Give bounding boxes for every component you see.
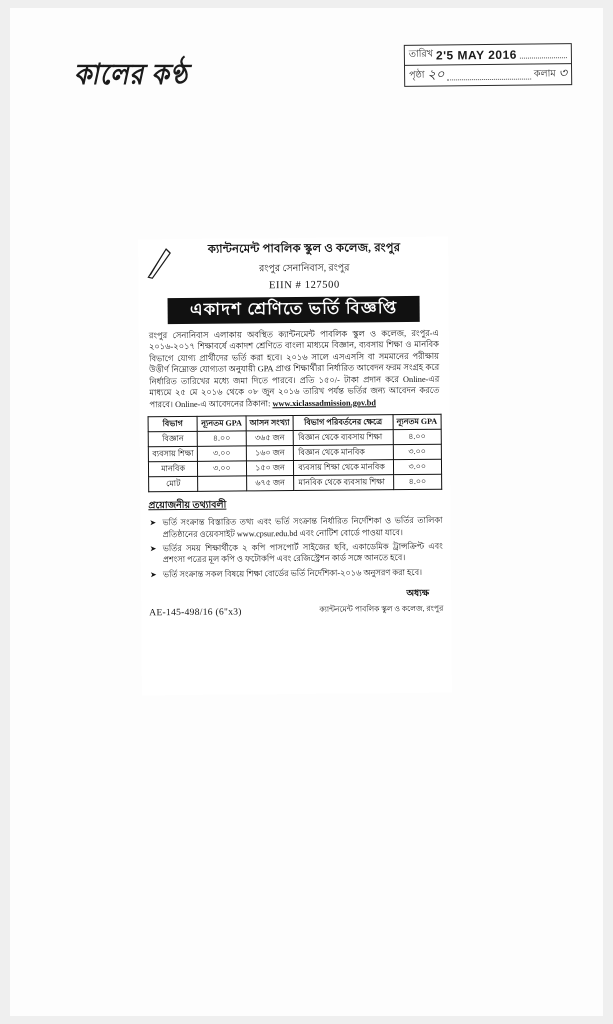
stamp-page-value: ২০ [427,65,445,82]
cell-2-0: মানবিক [148,461,197,476]
cell-0-4: ৪.০০ [393,429,442,444]
list-item [149,541,443,566]
arrow-bullet-icon: ➤ [149,544,157,554]
notes-list [148,515,443,581]
cell-2-2: ১৫০ জন [246,461,294,476]
cell-3-3: মানবিক থেকে ব্যবসায় শিক্ষা [294,475,393,491]
stamp-page-label: পৃষ্ঠা [409,70,425,81]
page-edge-left [0,0,10,1024]
cell-2-3: ব্যবসায় শিক্ষা থেকে মানবিক [294,460,393,476]
ad-reference-code: AE-145-498/16 (6"x3) [149,607,242,619]
stamp-column-value: ৩ [558,64,568,80]
cell-3-4: ৪.০০ [393,474,442,489]
col-header-3: বিভাগ পরিবর্তনের ক্ষেত্রে [293,415,392,431]
col-header-4: ন্যূনতম GPA [393,414,442,429]
stamp-dotted-rule [520,49,567,58]
cell-1-0: ব্যবসায় শিক্ষা [148,446,197,461]
cell-0-1: ৪.০০ [197,431,246,446]
stamp-dotted-rule-2 [447,70,531,80]
list-item [149,515,443,540]
stamp-date-label: তারিখ [408,49,434,60]
newspaper-masthead [74,52,224,92]
cell-3-0: মোট [149,476,198,491]
ad-body-paragraph: রংপুর সেনানিবাস এলাকায় অবস্থিত ক্যান্টনমেন্ট পাবলিক স্কুল ও কলেজ, রংপুর-এ ২০১৬-২০১৭ শিক্ষাবর্ষে একাদশ শ্রেণিতে বাংলা মাধ্যমে বিজ্ঞান, ব্যবসায় শিক্ষা ও মানবিক বিভাগে যোগ্য প্রার্থীদের ভর্তি করা হবে। ২০১৬ সালে এসএসসি বা সমমানের পরীক্ষায় উত্তীর্ণ নিম্নোক্ত যোগ্যতা অনুযায়ী GPA প্রাপ্ত শিক্ষার্থীরা নির্ধারিত আবেদন ফরম সংগ্রহ করে নির্ধারিত তারিখের মধ্যে জমা দিতে পারবে। প্রতি ১৫০/- টাকা প্রদান করে Online-এর মাধ্যমে ২৫ মে ২০১৬ থেকে ০৮ জুন ২০১৬ তারিখ পর্যন্ত ভর্তির জন্য আবেদন করতে পারবে। Online-এ আবেদনের ঠিকানা: [148,328,440,409]
ad-banner-title: একাদশ শ্রেণিতে ভর্তি বিজ্ঞপ্তি [168,296,420,324]
seat-distribution-table [148,414,443,493]
stamp-date-value: 2'5 MAY 2016 [435,47,517,63]
notes-section-title: প্রয়োজনীয় তথ্যাবলী [148,500,227,512]
note-text: ভর্তি সংক্রান্ত বিস্তারিত তথ্য এবং ভর্তি সংক্রান্ত নির্ধারিত নির্দেশিকা ও ভর্তির তালিকা প্রতিষ্ঠানের ওয়েবসাইট www.cpsur.edu.bd এবং নোটিশ বোর্ডে পাওয়া যাবে। [162,515,443,539]
note-text: ভর্তির সময় শিক্ষার্থীকে ২ কপি পাসপোর্ট সাইজের ছবি, একাডেমিক ট্রান্সক্রিপ্ট এবং প্রশংসা পত্রের মূল কপি ও ফটোকপি এবং রেজিস্ট্রেশন কার্ড সঙ্গে আনতে হবে। [162,541,443,565]
arrow-bullet-icon: ➤ [149,518,157,528]
arrow-bullet-icon: ➤ [149,570,157,580]
ad-footer [149,603,443,619]
cell-3-1 [198,476,247,491]
stamp-page-row [405,64,571,86]
stamp-column-label: কলাম [533,68,556,80]
cell-0-2: ৩৬৫ জন [246,431,294,446]
cell-1-2: ১৬০ জন [246,446,294,461]
page-edge-top [0,0,613,8]
cell-0-0: বিজ্ঞান [148,431,197,446]
list-item [149,567,443,581]
masthead-title: কালের কণ্ঠ [74,60,189,92]
pen-nib-icon [146,245,172,279]
col-header-1: ন্যূনতম GPA [197,416,246,431]
cell-1-3: বিজ্ঞান থেকে মানবিক [294,445,393,461]
footer-school-name: ক্যান্টনমেন্ট পাবলিক স্কুল ও কলেজ, রংপুর [319,604,444,615]
cell-1-1: ৩.০০ [198,446,247,461]
online-application-website[interactable]: www.xiclassadmission.gov.bd [272,397,377,408]
advertiser-header [168,239,440,292]
cell-3-2: ৬৭৫ জন [246,476,294,491]
cell-2-4: ৩.০০ [393,459,442,474]
school-address: রংপুর সেনানিবাস, রংপুর [259,263,350,275]
admission-advertisement [138,237,452,696]
cell-1-4: ৩.০০ [393,444,442,459]
col-header-2: আসন সংখ্যা [246,416,294,431]
stamp-date-row [405,44,571,66]
date-stamp-box [404,43,572,87]
cell-2-1: ৩.০০ [198,461,247,476]
school-name: ক্যান্টনমেন্ট পাবলিক স্কুল ও কলেজ, রংপুর [207,242,401,256]
ad-body-text [147,328,442,411]
eiin-number: EIIN # 127500 [268,279,340,292]
page-edge-bottom [0,1016,613,1024]
page-edge-right [603,0,613,1024]
col-header-0: বিভাগ [148,416,197,431]
note-text: ভর্তি সংক্রান্ত সকল বিষয়ে শিক্ষা বোর্ডের ভর্তি নির্দেশিকা-২০১৬ অনুসরণ করা হবে। [162,567,423,580]
table-row [149,474,442,492]
cell-0-3: বিজ্ঞান থেকে ব্যবসায় শিক্ষা [294,430,393,446]
signature-designation: অধ্যক্ষ [406,588,430,599]
